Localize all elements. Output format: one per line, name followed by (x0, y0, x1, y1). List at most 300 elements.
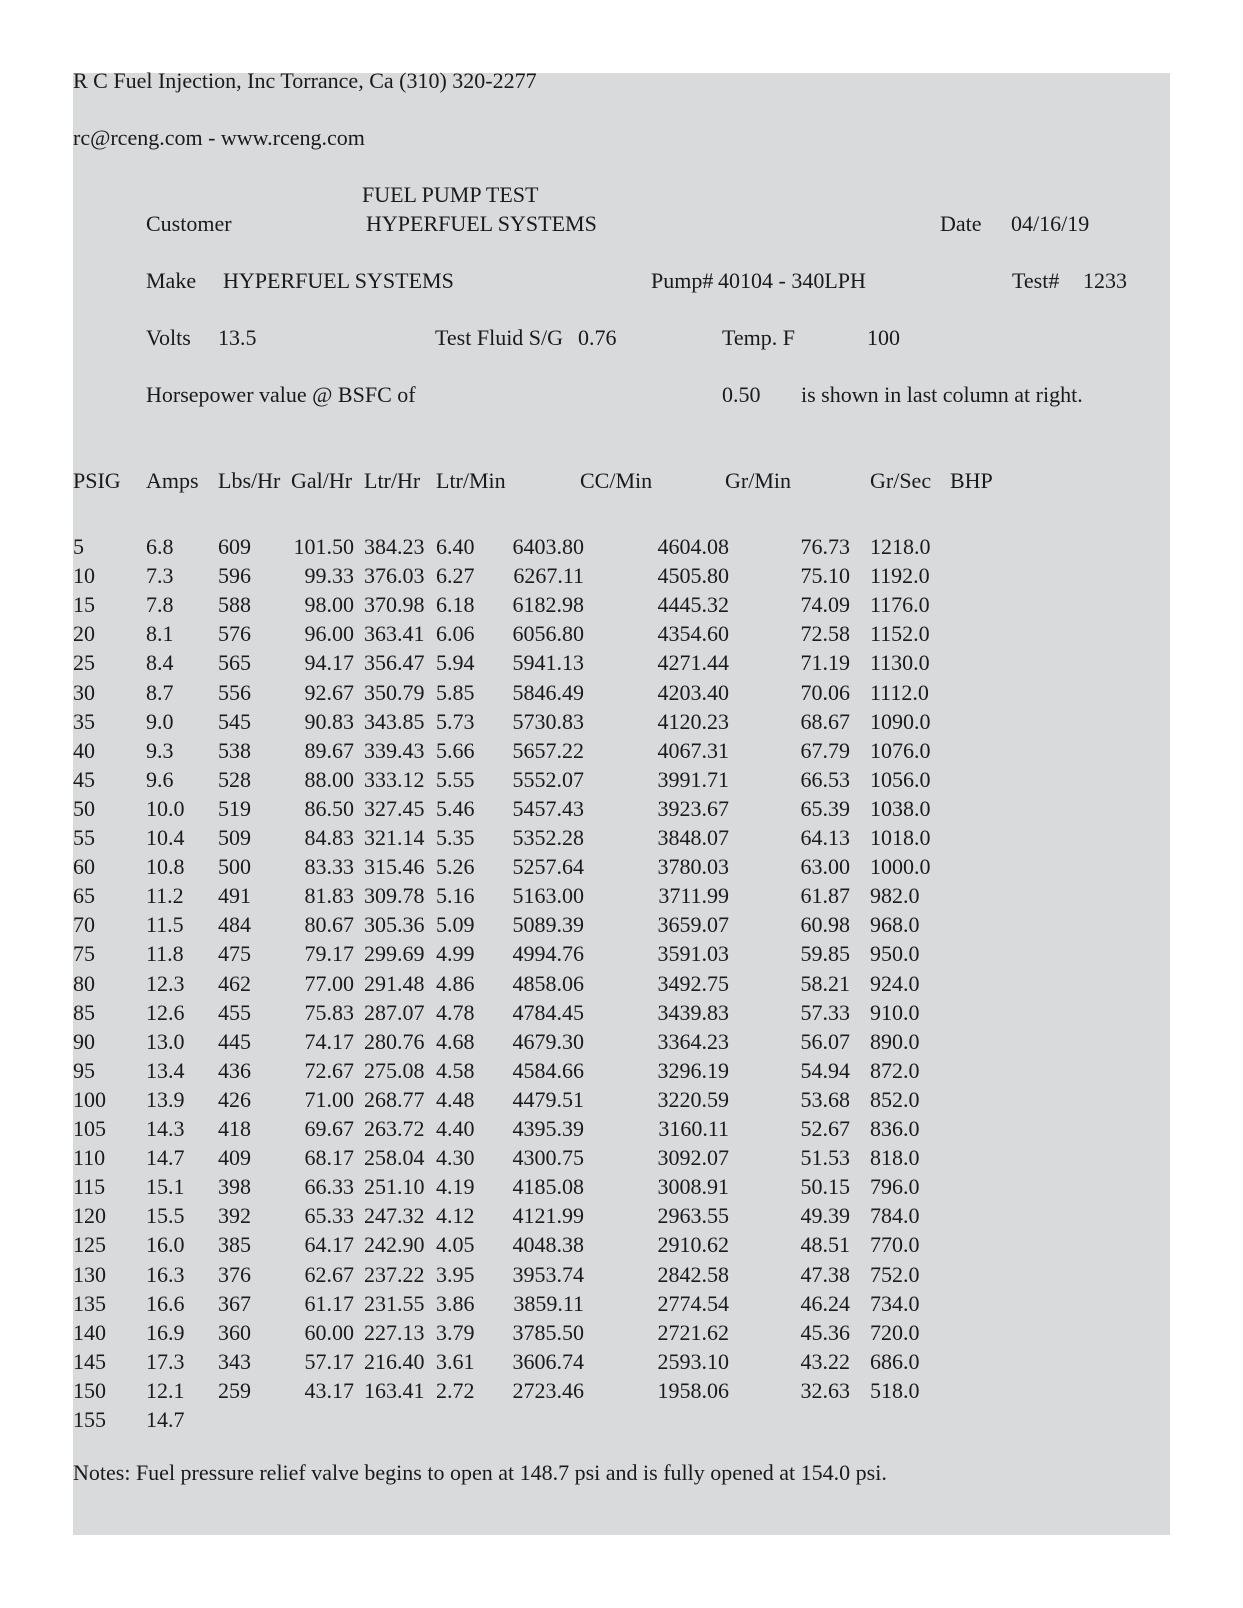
column-header-gr-sec: Gr/Sec (870, 468, 932, 493)
fluid-label: Test Fluid S/G (435, 325, 564, 350)
cell-amps: 10.8 (146, 854, 185, 880)
cell-gr-min: 3008.91 (657, 1174, 729, 1200)
cell-gal-hr: 80.67 (304, 912, 354, 938)
cell-lbs-hr: 376 (218, 1261, 251, 1287)
cell-amps: 13.9 (146, 1086, 185, 1112)
cell-cc-min: 3785.50 (512, 1319, 584, 1345)
cell-ltr-hr: 247.32 (364, 1203, 425, 1229)
cell-psig: 140 (73, 1319, 106, 1345)
cell-gr-min: 3160.11 (658, 1116, 729, 1141)
cell-amps: 17.3 (146, 1348, 185, 1374)
cell-psig: 135 (73, 1290, 106, 1316)
cell-psig: 150 (73, 1377, 106, 1403)
cell-ltr-min: 5.85 (436, 679, 475, 705)
cell-ltr-hr: 356.47 (364, 650, 425, 676)
table-row (0, 971, 1243, 1000)
cell-lbs-hr: 491 (218, 883, 251, 909)
cell-gr-min: 2963.55 (657, 1203, 729, 1229)
cell-gr-sec: 53.68 (800, 1086, 850, 1112)
cell-gr-min: 2842.58 (657, 1261, 729, 1287)
customer-label: Customer (146, 211, 232, 236)
cell-gal-hr: 62.67 (304, 1261, 354, 1287)
cell-psig: 115 (73, 1174, 106, 1200)
table-row (0, 1407, 1243, 1436)
cell-cc-min: 4584.66 (512, 1057, 584, 1083)
cell-gr-min: 1958.06 (657, 1377, 729, 1403)
cell-lbs-hr: 538 (218, 737, 251, 763)
cell-gr-sec: 47.38 (800, 1261, 850, 1287)
notes: Notes: Fuel pressure relief valve begins to open at 148.7 psi and is fully opened at 154.0 psi. (73, 1460, 887, 1485)
cell-gal-hr: 99.33 (304, 563, 354, 589)
cell-ltr-hr: 305.36 (364, 912, 425, 938)
table-row (0, 941, 1243, 970)
cell-ltr-hr: 299.69 (364, 941, 425, 967)
column-header-ltr-min: Ltr/Min (436, 468, 506, 493)
cell-lbs-hr: 436 (218, 1057, 251, 1083)
cell-amps: 14.7 (146, 1145, 185, 1171)
cell-ltr-min: 6.06 (436, 621, 475, 647)
table-row (0, 650, 1243, 679)
cell-ltr-hr: 350.79 (364, 679, 425, 705)
cell-gal-hr: 98.00 (304, 592, 354, 618)
cell-cc-min: 4479.51 (512, 1086, 584, 1112)
cell-bhp: 1192.0 (870, 563, 930, 589)
cell-cc-min: 6182.98 (512, 592, 584, 618)
cell-psig: 10 (73, 563, 95, 589)
date-value: 04/16/19 (1011, 211, 1090, 236)
cell-ltr-hr: 343.85 (364, 708, 425, 734)
cell-gr-min: 4354.60 (657, 621, 729, 647)
table-row (0, 767, 1243, 796)
cell-lbs-hr: 445 (218, 1028, 251, 1054)
cell-ltr-hr: 363.41 (364, 621, 425, 647)
cell-cc-min: 3859.11 (513, 1290, 584, 1316)
cell-gr-sec: 64.13 (800, 825, 850, 850)
cell-bhp: 518.0 (870, 1377, 920, 1403)
cell-amps: 14.7 (146, 1407, 185, 1432)
cell-gal-hr: 83.33 (304, 854, 354, 880)
cell-cc-min: 5730.83 (512, 708, 584, 734)
cell-gr-sec: 43.22 (800, 1348, 850, 1374)
cell-cc-min: 4395.39 (512, 1116, 584, 1141)
cell-amps: 9.0 (146, 708, 174, 734)
cell-ltr-min: 3.61 (436, 1348, 475, 1374)
cell-gr-sec: 71.19 (800, 650, 850, 676)
cell-gr-sec: 72.58 (800, 621, 850, 647)
cell-amps: 15.1 (146, 1174, 185, 1200)
cell-lbs-hr: 360 (218, 1319, 251, 1345)
cell-gr-min: 3439.83 (657, 999, 729, 1025)
cell-bhp: 770.0 (870, 1232, 920, 1258)
cell-gr-min: 3364.23 (657, 1028, 729, 1054)
cell-gal-hr: 84.83 (304, 825, 354, 850)
cell-psig: 35 (73, 708, 95, 734)
table-row (0, 738, 1243, 767)
cell-psig: 70 (73, 912, 95, 938)
cell-gr-sec: 74.09 (800, 592, 850, 618)
cell-ltr-min: 5.73 (436, 708, 475, 734)
cell-ltr-min: 5.35 (436, 825, 475, 850)
cell-ltr-hr: 376.03 (364, 563, 425, 589)
cell-cc-min: 5089.39 (512, 912, 584, 938)
cell-psig: 130 (73, 1261, 106, 1287)
cell-psig: 30 (73, 679, 95, 705)
cell-amps: 11.8 (146, 941, 184, 967)
column-header-amps: Amps (146, 468, 199, 493)
cell-psig: 5 (73, 534, 84, 559)
cell-psig: 85 (73, 999, 95, 1025)
cell-amps: 12.6 (146, 999, 185, 1025)
cell-bhp: 1076.0 (870, 737, 931, 763)
cell-bhp: 890.0 (870, 1028, 920, 1054)
cell-lbs-hr: 519 (218, 795, 251, 821)
cell-lbs-hr: 462 (218, 970, 251, 996)
cell-psig: 55 (73, 825, 95, 850)
cell-ltr-min: 6.18 (436, 592, 475, 618)
cell-psig: 25 (73, 650, 95, 676)
cell-lbs-hr: 426 (218, 1086, 251, 1112)
table-row (0, 796, 1243, 825)
document-title: FUEL PUMP TEST (362, 182, 539, 207)
table-row (0, 1116, 1243, 1145)
cell-gr-sec: 49.39 (800, 1203, 850, 1229)
cell-ltr-hr: 384.23 (364, 534, 425, 559)
table-row (0, 854, 1243, 883)
cell-bhp: 1130.0 (870, 650, 930, 676)
cell-gal-hr: 96.00 (304, 621, 354, 647)
table-row (0, 1145, 1243, 1174)
cell-cc-min: 5941.13 (512, 650, 584, 676)
table-row (0, 1029, 1243, 1058)
cell-amps: 13.0 (146, 1028, 185, 1054)
cell-amps: 10.0 (146, 795, 185, 821)
cell-ltr-hr: 258.04 (364, 1145, 425, 1171)
cell-amps: 8.4 (146, 650, 174, 676)
cell-bhp: 1018.0 (870, 825, 931, 850)
cell-ltr-hr: 216.40 (364, 1348, 425, 1374)
horsepower-suffix: is shown in last column at right. (801, 382, 1083, 407)
horsepower-label: Horsepower value @ BSFC of (146, 382, 416, 407)
cell-bhp: 752.0 (870, 1261, 920, 1287)
table-row (0, 709, 1243, 738)
cell-cc-min: 2723.46 (512, 1377, 584, 1403)
cell-psig: 20 (73, 621, 95, 647)
cell-ltr-hr: 275.08 (364, 1057, 425, 1083)
cell-bhp: 924.0 (870, 970, 920, 996)
cell-ltr-min: 6.40 (436, 534, 475, 559)
cell-gr-min: 3848.07 (657, 825, 729, 850)
cell-bhp: 836.0 (870, 1116, 920, 1141)
cell-ltr-hr: 291.48 (364, 970, 425, 996)
cell-lbs-hr: 398 (218, 1174, 251, 1200)
cell-bhp: 1090.0 (870, 708, 931, 734)
table-row (0, 534, 1243, 563)
cell-cc-min: 4185.08 (512, 1174, 584, 1200)
cell-gal-hr: 89.67 (304, 737, 354, 763)
table-row (0, 1174, 1243, 1203)
cell-amps: 16.6 (146, 1290, 185, 1316)
test-value: 1233 (1083, 268, 1127, 293)
cell-gal-hr: 43.17 (304, 1377, 354, 1403)
customer-value: HYPERFUEL SYSTEMS (366, 211, 597, 236)
cell-ltr-min: 4.68 (436, 1028, 475, 1054)
cell-ltr-hr: 327.45 (364, 795, 425, 821)
cell-gr-min: 4120.23 (657, 708, 729, 734)
cell-ltr-hr: 251.10 (364, 1174, 425, 1200)
cell-ltr-min: 4.48 (436, 1086, 475, 1112)
cell-gal-hr: 60.00 (304, 1319, 354, 1345)
cell-cc-min: 4679.30 (512, 1028, 584, 1054)
cell-amps: 12.3 (146, 970, 185, 996)
table-row (0, 1349, 1243, 1378)
cell-gal-hr: 57.17 (304, 1348, 354, 1374)
cell-lbs-hr: 565 (218, 650, 251, 676)
cell-gal-hr: 77.00 (304, 970, 354, 996)
volts-label: Volts (146, 325, 191, 350)
cell-ltr-min: 4.40 (436, 1116, 475, 1141)
cell-bhp: 852.0 (870, 1086, 920, 1112)
cell-bhp: 686.0 (870, 1348, 920, 1374)
cell-bhp: 1176.0 (870, 592, 930, 618)
cell-gal-hr: 90.83 (304, 708, 354, 734)
cell-bhp: 1112.0 (870, 679, 929, 705)
cell-gr-sec: 46.24 (800, 1290, 850, 1316)
cell-cc-min: 4300.75 (512, 1145, 584, 1171)
cell-lbs-hr: 385 (218, 1232, 251, 1258)
table-row (0, 1087, 1243, 1116)
cell-gr-sec: 70.06 (800, 679, 850, 705)
table-row (0, 912, 1243, 941)
cell-psig: 45 (73, 766, 95, 792)
cell-ltr-min: 5.66 (436, 737, 475, 763)
cell-ltr-min: 3.86 (436, 1290, 475, 1316)
cell-ltr-hr: 280.76 (364, 1028, 425, 1054)
cell-gr-min: 4271.44 (657, 650, 729, 676)
cell-ltr-min: 5.16 (436, 883, 475, 909)
cell-bhp: 982.0 (870, 883, 920, 909)
cell-ltr-hr: 227.13 (364, 1319, 425, 1345)
cell-cc-min: 3953.74 (512, 1261, 584, 1287)
cell-amps: 12.1 (146, 1377, 185, 1403)
cell-gal-hr: 88.00 (304, 766, 354, 792)
cell-gr-sec: 50.15 (800, 1174, 850, 1200)
company-line: R C Fuel Injection, Inc Torrance, Ca (310) 320-2277 (73, 68, 537, 93)
cell-ltr-min: 4.78 (436, 999, 475, 1025)
cell-lbs-hr: 259 (218, 1377, 251, 1403)
cell-gr-sec: 56.07 (800, 1028, 850, 1054)
cell-psig: 80 (73, 970, 95, 996)
cell-gr-sec: 67.79 (800, 737, 850, 763)
cell-lbs-hr: 484 (218, 912, 251, 938)
cell-lbs-hr: 343 (218, 1348, 251, 1374)
table-row (0, 621, 1243, 650)
table-row (0, 1262, 1243, 1291)
cell-cc-min: 4784.45 (512, 999, 584, 1025)
cell-ltr-min: 4.05 (436, 1232, 475, 1258)
cell-amps: 11.5 (146, 912, 184, 938)
cell-gal-hr: 75.83 (304, 999, 354, 1025)
column-header-lbs-hr: Lbs/Hr (218, 468, 281, 493)
cell-lbs-hr: 596 (218, 563, 251, 589)
cell-ltr-min: 5.94 (436, 650, 475, 676)
column-header-psig: PSIG (73, 468, 121, 493)
cell-lbs-hr: 500 (218, 854, 251, 880)
cell-gr-sec: 32.63 (800, 1377, 850, 1403)
cell-ltr-min: 4.58 (436, 1057, 475, 1083)
cell-cc-min: 5163.00 (512, 883, 584, 909)
cell-gal-hr: 65.33 (304, 1203, 354, 1229)
cell-gr-sec: 76.73 (800, 534, 850, 559)
make-value: HYPERFUEL SYSTEMS (223, 268, 454, 293)
cell-amps: 8.7 (146, 679, 174, 705)
cell-ltr-min: 6.27 (436, 563, 475, 589)
cell-gr-min: 3711.99 (658, 883, 729, 909)
cell-bhp: 910.0 (870, 999, 920, 1025)
temp-value: 100 (867, 325, 900, 350)
cell-psig: 40 (73, 737, 95, 763)
cell-gr-sec: 58.21 (800, 970, 850, 996)
column-header-cc-min: CC/Min (580, 468, 653, 493)
cell-lbs-hr: 509 (218, 825, 251, 850)
cell-gr-sec: 63.00 (800, 854, 850, 880)
cell-gal-hr: 64.17 (304, 1232, 354, 1258)
column-header-ltr-hr: Ltr/Hr (364, 468, 421, 493)
column-header-gr-min: Gr/Min (725, 468, 791, 493)
cell-ltr-hr: 163.41 (364, 1377, 425, 1403)
column-header-bhp: BHP (950, 468, 993, 493)
cell-gr-sec: 75.10 (800, 563, 850, 589)
cell-gr-min: 3092.07 (657, 1145, 729, 1171)
cell-ltr-min: 2.72 (436, 1377, 475, 1403)
cell-ltr-min: 4.12 (436, 1203, 475, 1229)
cell-gr-sec: 52.67 (800, 1116, 850, 1141)
cell-ltr-min: 4.99 (436, 941, 475, 967)
cell-bhp: 1152.0 (870, 621, 930, 647)
cell-amps: 8.1 (146, 621, 174, 647)
cell-gr-min: 4445.32 (657, 592, 729, 618)
cell-psig: 110 (73, 1145, 106, 1171)
cell-cc-min: 5552.07 (512, 766, 584, 792)
cell-bhp: 784.0 (870, 1203, 920, 1229)
cell-ltr-hr: 315.46 (364, 854, 425, 880)
cell-gal-hr: 69.67 (304, 1116, 354, 1141)
cell-lbs-hr: 545 (218, 708, 251, 734)
cell-gr-min: 3492.75 (657, 970, 729, 996)
cell-cc-min: 5457.43 (512, 795, 584, 821)
table-row (0, 1058, 1243, 1087)
cell-amps: 16.9 (146, 1319, 185, 1345)
cell-gr-sec: 60.98 (800, 912, 850, 938)
cell-psig: 95 (73, 1057, 95, 1083)
cell-psig: 15 (73, 592, 95, 618)
cell-gr-sec: 45.36 (800, 1319, 850, 1345)
cell-ltr-min: 3.79 (436, 1319, 475, 1345)
pump-label: Pump# (651, 268, 714, 293)
cell-lbs-hr: 576 (218, 621, 251, 647)
cell-ltr-min: 3.95 (436, 1261, 475, 1287)
cell-ltr-min: 5.26 (436, 854, 475, 880)
cell-cc-min: 5846.49 (512, 679, 584, 705)
cell-gr-min: 4505.80 (657, 563, 729, 589)
cell-bhp: 950.0 (870, 941, 920, 967)
cell-psig: 100 (73, 1086, 106, 1112)
cell-gr-min: 2774.54 (657, 1290, 729, 1316)
fluid-value: 0.76 (578, 325, 617, 350)
cell-gal-hr: 74.17 (304, 1028, 354, 1054)
cell-ltr-min: 5.46 (436, 795, 475, 821)
cell-ltr-min: 4.19 (436, 1174, 475, 1200)
cell-amps: 11.2 (146, 883, 184, 909)
table-row (0, 825, 1243, 854)
cell-bhp: 796.0 (870, 1174, 920, 1200)
cell-amps: 14.3 (146, 1116, 185, 1141)
cell-bhp: 872.0 (870, 1057, 920, 1083)
cell-amps: 9.3 (146, 737, 174, 763)
cell-bhp: 1000.0 (870, 854, 931, 880)
cell-gr-min: 3591.03 (657, 941, 729, 967)
cell-ltr-hr: 333.12 (364, 766, 425, 792)
cell-gr-min: 2910.62 (657, 1232, 729, 1258)
cell-gr-min: 3991.71 (657, 766, 729, 792)
cell-bhp: 1038.0 (870, 795, 931, 821)
cell-gr-sec: 59.85 (800, 941, 850, 967)
cell-gr-min: 2721.62 (657, 1319, 729, 1345)
cell-ltr-hr: 287.07 (364, 999, 425, 1025)
cell-ltr-hr: 263.72 (364, 1116, 425, 1141)
cell-ltr-hr: 321.14 (364, 825, 425, 850)
table-row (0, 1291, 1243, 1320)
cell-cc-min: 6056.80 (512, 621, 584, 647)
cell-ltr-hr: 268.77 (364, 1086, 425, 1112)
cell-gr-sec: 51.53 (800, 1145, 850, 1171)
cell-gr-sec: 57.33 (800, 999, 850, 1025)
cell-gal-hr: 79.17 (304, 941, 354, 967)
cell-amps: 10.4 (146, 825, 185, 850)
cell-gal-hr: 71.00 (304, 1086, 354, 1112)
cell-cc-min: 4121.99 (512, 1203, 584, 1229)
table-row (0, 1203, 1243, 1232)
table-row (0, 1232, 1243, 1261)
cell-psig: 105 (73, 1116, 106, 1141)
cell-cc-min: 5352.28 (512, 825, 584, 850)
cell-gal-hr: 68.17 (304, 1145, 354, 1171)
cell-gal-hr: 101.50 (293, 534, 354, 559)
cell-lbs-hr: 392 (218, 1203, 251, 1229)
cell-gal-hr: 86.50 (304, 795, 354, 821)
date-label: Date (940, 211, 982, 236)
cell-gr-sec: 54.94 (800, 1057, 850, 1083)
cell-lbs-hr: 367 (218, 1290, 251, 1316)
make-label: Make (146, 268, 197, 293)
volts-value: 13.5 (218, 325, 257, 350)
cell-lbs-hr: 528 (218, 766, 251, 792)
cell-cc-min: 5257.64 (512, 854, 584, 880)
cell-psig: 60 (73, 854, 95, 880)
contact-line: rc@rceng.com - www.rceng.com (73, 125, 365, 150)
temp-label: Temp. F (722, 325, 796, 350)
cell-cc-min: 6403.80 (512, 534, 584, 559)
table-row (0, 563, 1243, 592)
cell-lbs-hr: 455 (218, 999, 251, 1025)
cell-gal-hr: 72.67 (304, 1057, 354, 1083)
cell-lbs-hr: 609 (218, 534, 251, 559)
cell-gr-min: 4203.40 (657, 679, 729, 705)
cell-gr-min: 4067.31 (657, 737, 729, 763)
cell-lbs-hr: 418 (218, 1116, 251, 1141)
cell-bhp: 734.0 (870, 1290, 920, 1316)
cell-gr-min: 3220.59 (657, 1086, 729, 1112)
cell-amps: 9.6 (146, 766, 174, 792)
